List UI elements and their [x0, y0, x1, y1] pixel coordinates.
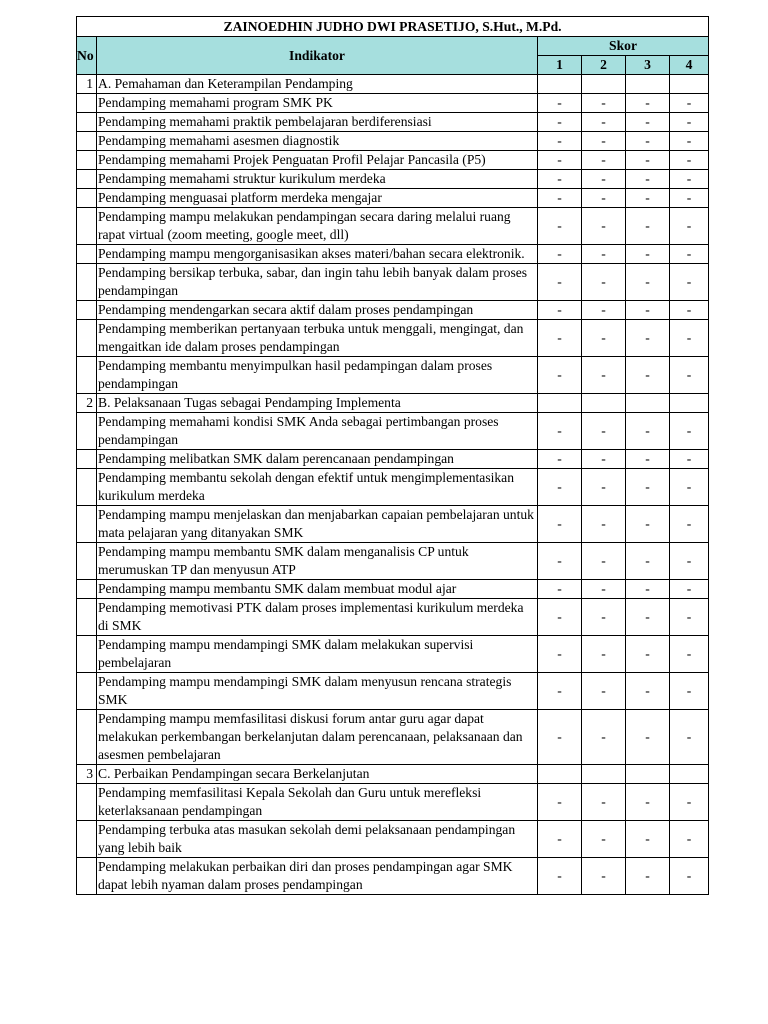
score-cell-4: - [670, 450, 709, 469]
indicator-text: Pendamping memahami Projek Penguatan Profil Pelajar Pancasila (P5) [97, 151, 538, 170]
score-cell-1: - [538, 113, 582, 132]
score-cell-4: - [670, 189, 709, 208]
section-title: C. Perbaikan Pendampingan secara Berkelanjutan [97, 765, 538, 784]
score-cell-4: - [670, 784, 709, 821]
score-cell-2: - [582, 132, 626, 151]
score-cell-1: - [538, 208, 582, 245]
score-cell-4: - [670, 636, 709, 673]
header-no: No [77, 37, 97, 75]
row-number-cell [77, 506, 97, 543]
score-cell-1: - [538, 357, 582, 394]
indicator-row [77, 784, 709, 821]
score-cell-2: - [582, 784, 626, 821]
row-number-cell [77, 320, 97, 357]
indicator-text: Pendamping memfasilitasi Kepala Sekolah dan Guru untuk merefleksi keterlaksanaan pendampingan [97, 784, 538, 821]
score-cell-3: - [626, 189, 670, 208]
row-number-cell [77, 301, 97, 320]
empty-score-cell [538, 75, 582, 94]
score-cell-2: - [582, 636, 626, 673]
score-cell-3: - [626, 151, 670, 170]
row-number-cell [77, 599, 97, 636]
empty-score-cell [670, 394, 709, 413]
row-number-cell [77, 636, 97, 673]
indicator-row [77, 858, 709, 895]
empty-score-cell [670, 765, 709, 784]
score-cell-2: - [582, 580, 626, 599]
score-cell-4: - [670, 599, 709, 636]
indicator-row [77, 357, 709, 394]
score-cell-2: - [582, 469, 626, 506]
indicator-text: Pendamping memotivasi PTK dalam proses implementasi kurikulum merdeka di SMK [97, 599, 538, 636]
indicator-text: Pendamping terbuka atas masukan sekolah demi pelaksanaan pendampingan yang lebih baik [97, 821, 538, 858]
section-number: 3 [77, 765, 97, 784]
table-title: ZAINOEDHIN JUDHO DWI PRASETIJO, S.Hut., M.Pd. [77, 17, 709, 37]
score-cell-3: - [626, 784, 670, 821]
section-row [77, 394, 709, 413]
header-score-4: 4 [670, 56, 709, 75]
header-score-1: 1 [538, 56, 582, 75]
section-number: 1 [77, 75, 97, 94]
score-cell-3: - [626, 858, 670, 895]
indicator-text: Pendamping melibatkan SMK dalam perencanaan pendampingan [97, 450, 538, 469]
section-row [77, 75, 709, 94]
row-number-cell [77, 94, 97, 113]
row-number-cell [77, 264, 97, 301]
section-title: B. Pelaksanaan Tugas sebagai Pendamping Implementa [97, 394, 538, 413]
score-cell-1: - [538, 320, 582, 357]
section-number: 2 [77, 394, 97, 413]
indicator-row [77, 245, 709, 264]
indicator-row [77, 151, 709, 170]
score-cell-1: - [538, 301, 582, 320]
score-cell-2: - [582, 710, 626, 765]
header-score-3: 3 [626, 56, 670, 75]
indicator-row [77, 506, 709, 543]
row-number-cell [77, 784, 97, 821]
score-cell-1: - [538, 450, 582, 469]
score-cell-3: - [626, 113, 670, 132]
indicator-row [77, 301, 709, 320]
score-cell-1: - [538, 506, 582, 543]
empty-score-cell [626, 394, 670, 413]
score-cell-3: - [626, 469, 670, 506]
indicator-text: Pendamping mampu mengorganisasikan akses materi/bahan secara elektronik. [97, 245, 538, 264]
score-cell-4: - [670, 710, 709, 765]
row-number-cell [77, 673, 97, 710]
score-cell-4: - [670, 301, 709, 320]
row-number-cell [77, 450, 97, 469]
score-cell-1: - [538, 94, 582, 113]
indicator-row [77, 599, 709, 636]
score-cell-3: - [626, 673, 670, 710]
score-cell-4: - [670, 320, 709, 357]
indicator-text: Pendamping menguasai platform merdeka mengajar [97, 189, 538, 208]
score-cell-2: - [582, 264, 626, 301]
score-cell-2: - [582, 673, 626, 710]
indicator-row [77, 94, 709, 113]
row-number-cell [77, 413, 97, 450]
score-cell-1: - [538, 636, 582, 673]
score-cell-1: - [538, 469, 582, 506]
indicator-text: Pendamping membantu sekolah dengan efektif untuk mengimplementasikan kurikulum merdeka [97, 469, 538, 506]
indicator-row [77, 710, 709, 765]
score-cell-3: - [626, 599, 670, 636]
indicator-row [77, 264, 709, 301]
indicator-text: Pendamping bersikap terbuka, sabar, dan ingin tahu lebih banyak dalam proses pendampingan [97, 264, 538, 301]
score-cell-4: - [670, 94, 709, 113]
score-cell-1: - [538, 599, 582, 636]
section-row [77, 765, 709, 784]
row-number-cell [77, 710, 97, 765]
score-cell-3: - [626, 132, 670, 151]
score-cell-2: - [582, 506, 626, 543]
indicator-text: Pendamping mampu mendampingi SMK dalam melakukan supervisi pembelajaran [97, 636, 538, 673]
score-cell-4: - [670, 413, 709, 450]
indicator-row [77, 636, 709, 673]
score-cell-4: - [670, 208, 709, 245]
indicator-row [77, 413, 709, 450]
score-cell-4: - [670, 580, 709, 599]
score-cell-3: - [626, 543, 670, 580]
score-cell-2: - [582, 170, 626, 189]
score-cell-3: - [626, 94, 670, 113]
score-cell-1: - [538, 543, 582, 580]
indicator-text: Pendamping mampu membantu SMK dalam membuat modul ajar [97, 580, 538, 599]
score-cell-2: - [582, 245, 626, 264]
score-cell-1: - [538, 784, 582, 821]
score-cell-1: - [538, 151, 582, 170]
row-number-cell [77, 132, 97, 151]
score-cell-4: - [670, 469, 709, 506]
score-cell-2: - [582, 858, 626, 895]
score-cell-2: - [582, 357, 626, 394]
indicator-row [77, 821, 709, 858]
indicator-text: Pendamping mendengarkan secara aktif dalam proses pendampingan [97, 301, 538, 320]
indicator-row [77, 673, 709, 710]
score-cell-1: - [538, 413, 582, 450]
score-cell-3: - [626, 710, 670, 765]
empty-score-cell [582, 765, 626, 784]
indicator-text: Pendamping memahami praktik pembelajaran berdiferensiasi [97, 113, 538, 132]
indicator-row [77, 132, 709, 151]
score-cell-4: - [670, 821, 709, 858]
score-cell-1: - [538, 245, 582, 264]
score-cell-2: - [582, 450, 626, 469]
score-cell-2: - [582, 208, 626, 245]
indicator-text: Pendamping memahami kondisi SMK Anda sebagai pertimbangan proses pendampingan [97, 413, 538, 450]
row-number-cell [77, 113, 97, 132]
row-number-cell [77, 151, 97, 170]
score-cell-4: - [670, 170, 709, 189]
indicator-text: Pendamping melakukan perbaikan diri dan proses pendampingan agar SMK dapat lebih nyaman dalam proses pendampingan [97, 858, 538, 895]
empty-score-cell [538, 765, 582, 784]
indicator-text: Pendamping memahami program SMK PK [97, 94, 538, 113]
indicator-text: Pendamping mampu menjelaskan dan menjabarkan capaian pembelajaran untuk mata pelajaran yang ditanyakan SMK [97, 506, 538, 543]
score-cell-3: - [626, 320, 670, 357]
score-cell-3: - [626, 636, 670, 673]
score-cell-4: - [670, 132, 709, 151]
score-cell-1: - [538, 170, 582, 189]
row-number-cell [77, 821, 97, 858]
evaluation-table [76, 16, 709, 895]
row-number-cell [77, 580, 97, 599]
indicator-text: Pendamping membantu menyimpulkan hasil pedampingan dalam proses pendampingan [97, 357, 538, 394]
score-cell-1: - [538, 264, 582, 301]
score-cell-4: - [670, 357, 709, 394]
indicator-row [77, 208, 709, 245]
row-number-cell [77, 469, 97, 506]
score-cell-1: - [538, 580, 582, 599]
empty-score-cell [582, 75, 626, 94]
row-number-cell [77, 170, 97, 189]
row-number-cell [77, 189, 97, 208]
header-skor: Skor [538, 37, 709, 56]
score-cell-3: - [626, 301, 670, 320]
indicator-row [77, 189, 709, 208]
score-cell-1: - [538, 132, 582, 151]
row-number-cell [77, 245, 97, 264]
indicator-text: Pendamping mampu memfasilitasi diskusi forum antar guru agar dapat melakukan perkembangan berkelanjutan dalam perencanaan, pelaksanaan dan asesmen pembelajaran [97, 710, 538, 765]
score-cell-2: - [582, 113, 626, 132]
indicator-text: Pendamping memahami asesmen diagnostik [97, 132, 538, 151]
score-cell-3: - [626, 170, 670, 189]
indicator-row [77, 170, 709, 189]
score-cell-1: - [538, 858, 582, 895]
score-cell-1: - [538, 821, 582, 858]
empty-score-cell [626, 75, 670, 94]
row-number-cell [77, 208, 97, 245]
indicator-text: Pendamping mampu membantu SMK dalam menganalisis CP untuk merumuskan TP dan menyusun ATP [97, 543, 538, 580]
indicator-row [77, 543, 709, 580]
indicator-row [77, 469, 709, 506]
score-cell-2: - [582, 151, 626, 170]
score-cell-2: - [582, 301, 626, 320]
score-cell-2: - [582, 320, 626, 357]
score-cell-4: - [670, 673, 709, 710]
score-cell-4: - [670, 858, 709, 895]
indicator-text: Pendamping memahami struktur kurikulum merdeka [97, 170, 538, 189]
score-cell-4: - [670, 543, 709, 580]
row-number-cell [77, 543, 97, 580]
row-number-cell [77, 357, 97, 394]
score-cell-4: - [670, 245, 709, 264]
score-cell-1: - [538, 673, 582, 710]
score-cell-4: - [670, 113, 709, 132]
indicator-row [77, 113, 709, 132]
table-body [77, 75, 709, 895]
score-cell-2: - [582, 94, 626, 113]
score-cell-2: - [582, 599, 626, 636]
score-cell-4: - [670, 506, 709, 543]
empty-score-cell [538, 394, 582, 413]
indicator-row [77, 580, 709, 599]
score-cell-3: - [626, 264, 670, 301]
indicator-text: Pendamping memberikan pertanyaan terbuka untuk menggali, mengingat, dan mengaitkan ide dalam proses pendampingan [97, 320, 538, 357]
score-cell-2: - [582, 821, 626, 858]
score-cell-4: - [670, 264, 709, 301]
score-cell-1: - [538, 189, 582, 208]
score-cell-3: - [626, 821, 670, 858]
score-cell-2: - [582, 543, 626, 580]
score-cell-1: - [538, 710, 582, 765]
score-cell-3: - [626, 506, 670, 543]
score-cell-3: - [626, 245, 670, 264]
row-number-cell [77, 858, 97, 895]
empty-score-cell [670, 75, 709, 94]
header-indikator: Indikator [97, 37, 538, 75]
header-score-2: 2 [582, 56, 626, 75]
score-cell-3: - [626, 580, 670, 599]
empty-score-cell [626, 765, 670, 784]
empty-score-cell [582, 394, 626, 413]
score-cell-3: - [626, 413, 670, 450]
score-cell-3: - [626, 357, 670, 394]
score-cell-2: - [582, 189, 626, 208]
score-cell-3: - [626, 208, 670, 245]
indicator-row [77, 320, 709, 357]
score-cell-4: - [670, 151, 709, 170]
section-title: A. Pemahaman dan Keterampilan Pendamping [97, 75, 538, 94]
indicator-row [77, 450, 709, 469]
score-cell-2: - [582, 413, 626, 450]
indicator-text: Pendamping mampu melakukan pendampingan secara daring melalui ruang rapat virtual (zoom meeting, google meet, dll) [97, 208, 538, 245]
indicator-text: Pendamping mampu mendampingi SMK dalam menyusun rencana strategis SMK [97, 673, 538, 710]
score-cell-3: - [626, 450, 670, 469]
